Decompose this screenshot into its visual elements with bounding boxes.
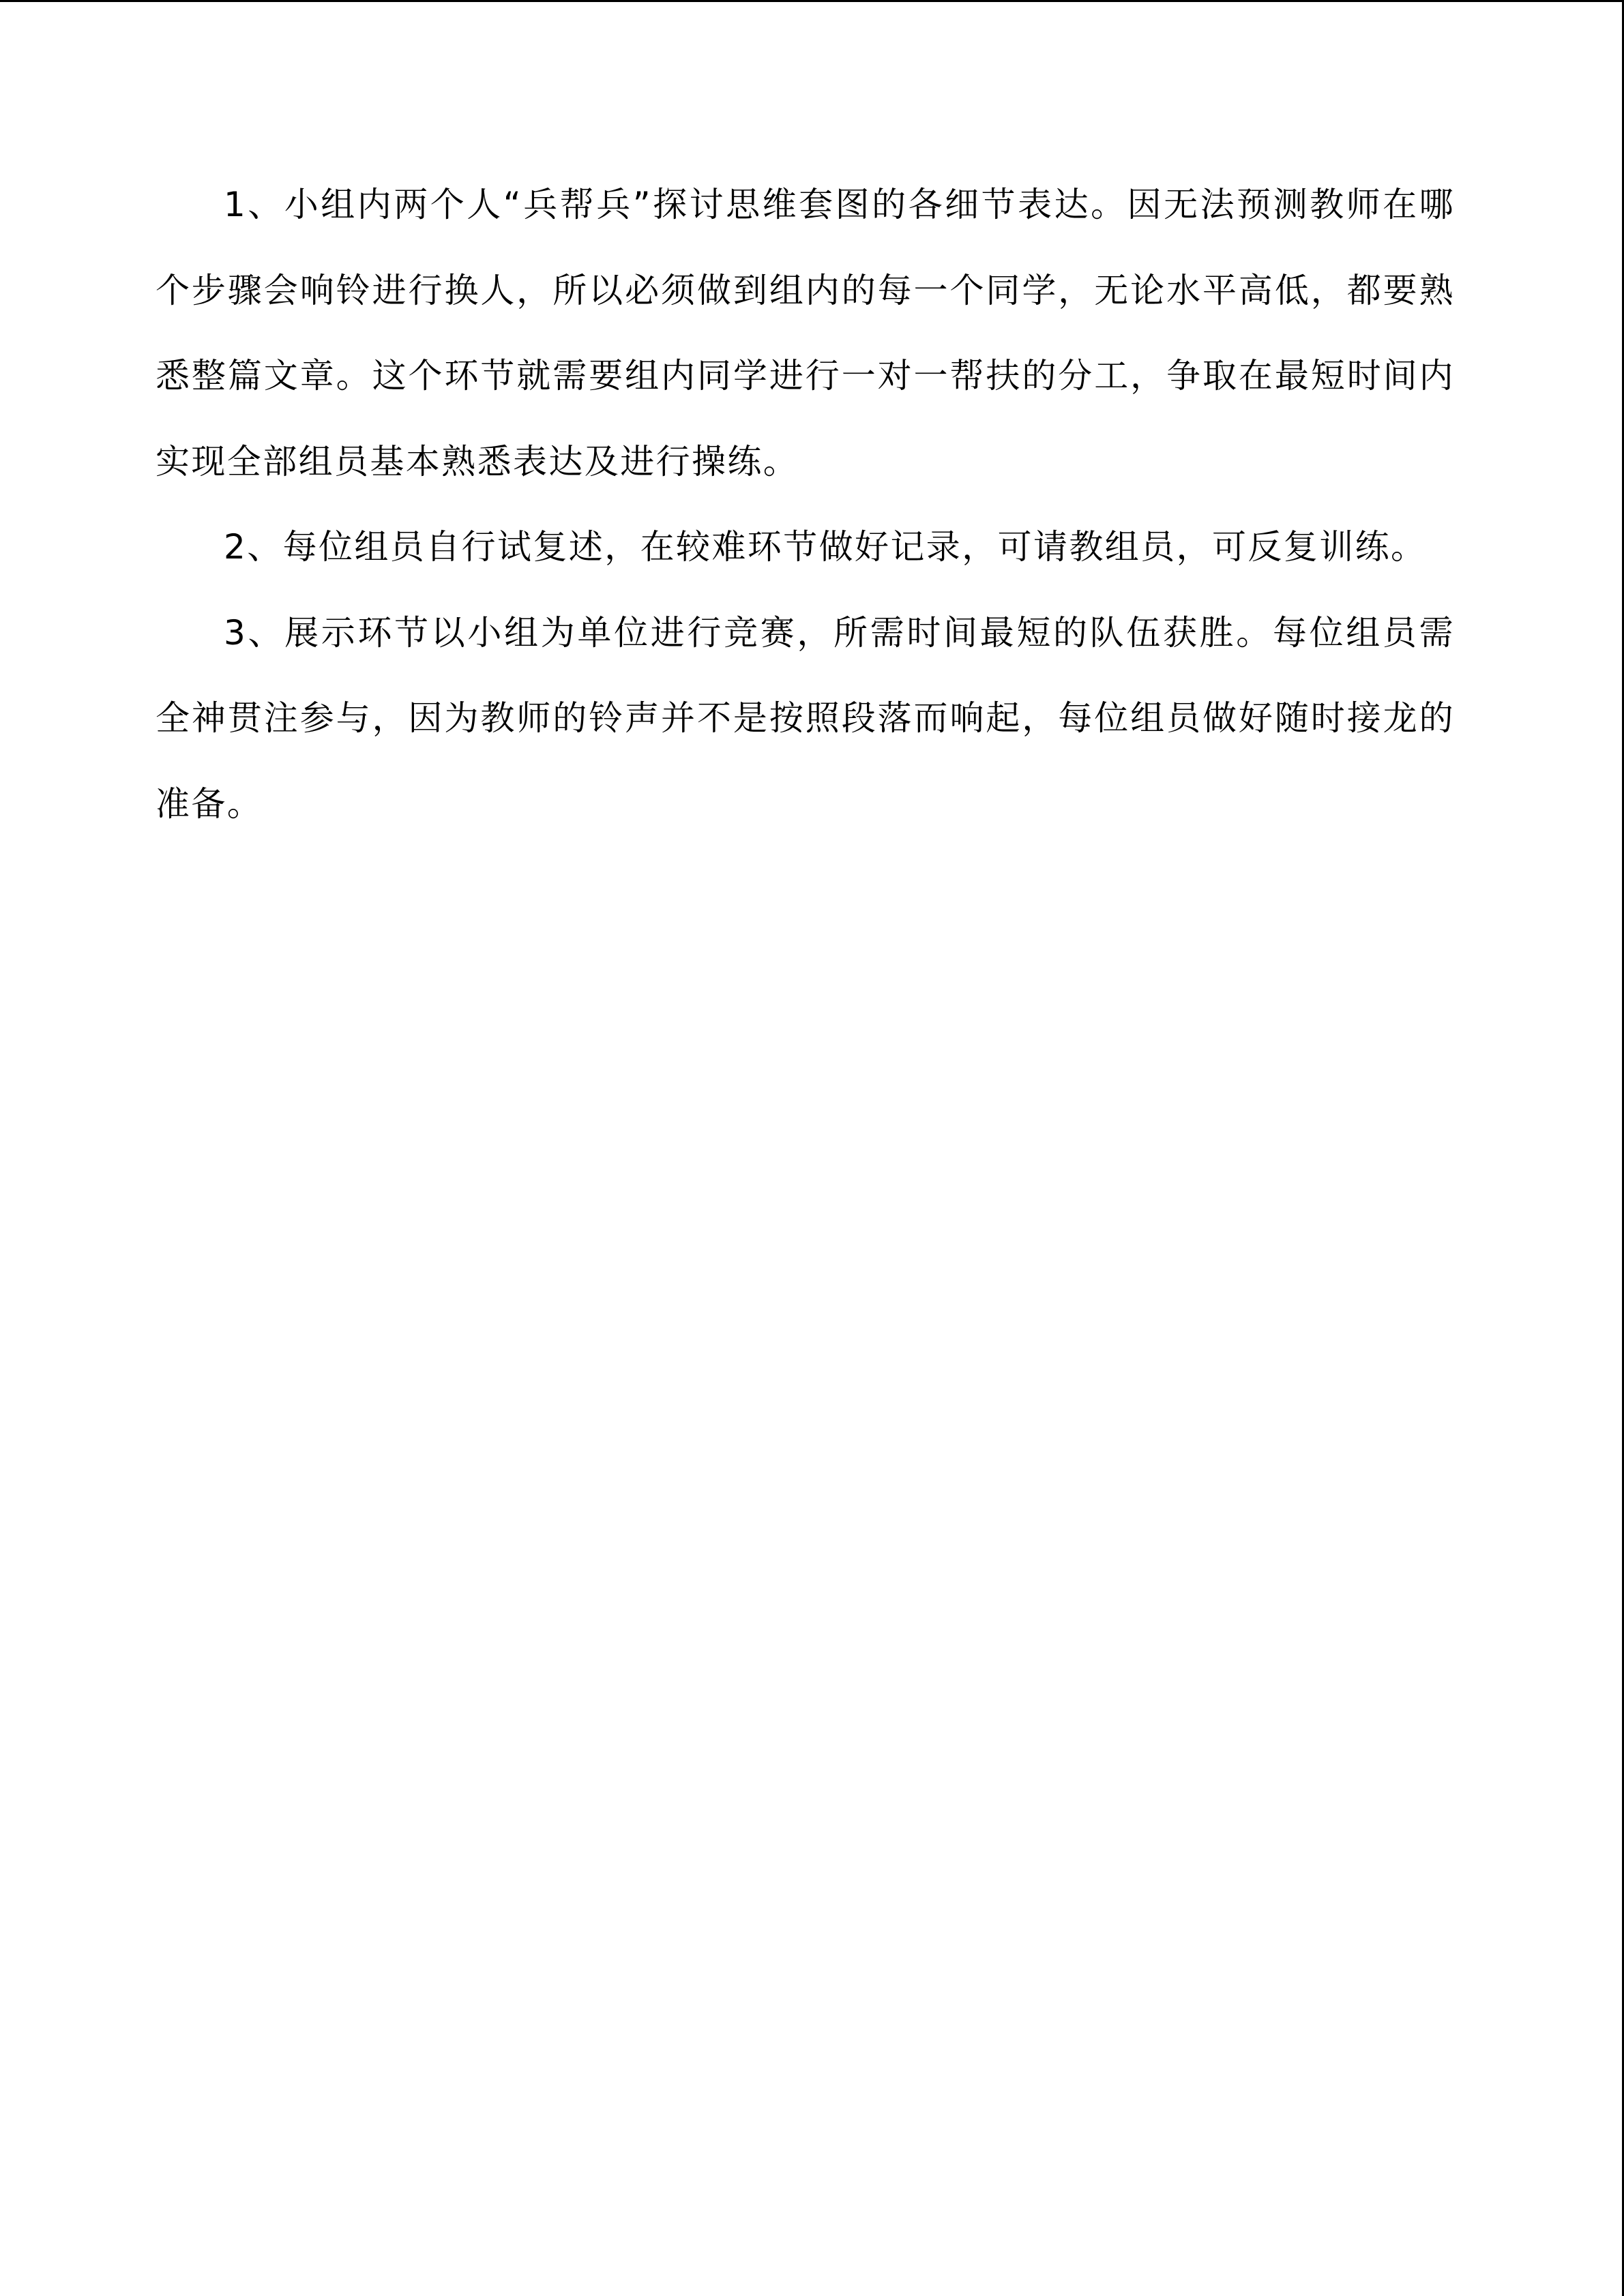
document-body	[156, 162, 1455, 847]
paragraph-3: 3、展示环节以小组为单位进行竞赛，所需时间最短的队伍获胜。每位组员需全神贯注参与，因为教师的铃声并不是按照段落而响起，每位组员做好随时接龙的准备。	[156, 612, 1455, 824]
paragraph-1: 1、小组内两个人“兵帮兵”探讨思维套图的各细节表达。因无法预测教师在哪个步骤会响铃进行换人，所以必须做到组内的每一个同学，无论水平高低，都要熟悉整篇文章。这个环节就需要组内同学进行一对一帮扶的分工，争取在最短时间内实现全部组员基本熟悉表达及进行操练。	[156, 185, 1455, 481]
paragraph-2: 2、每位组员自行试复述，在较难环节做好记录，可请教组员，可反复训练。	[224, 527, 1427, 567]
